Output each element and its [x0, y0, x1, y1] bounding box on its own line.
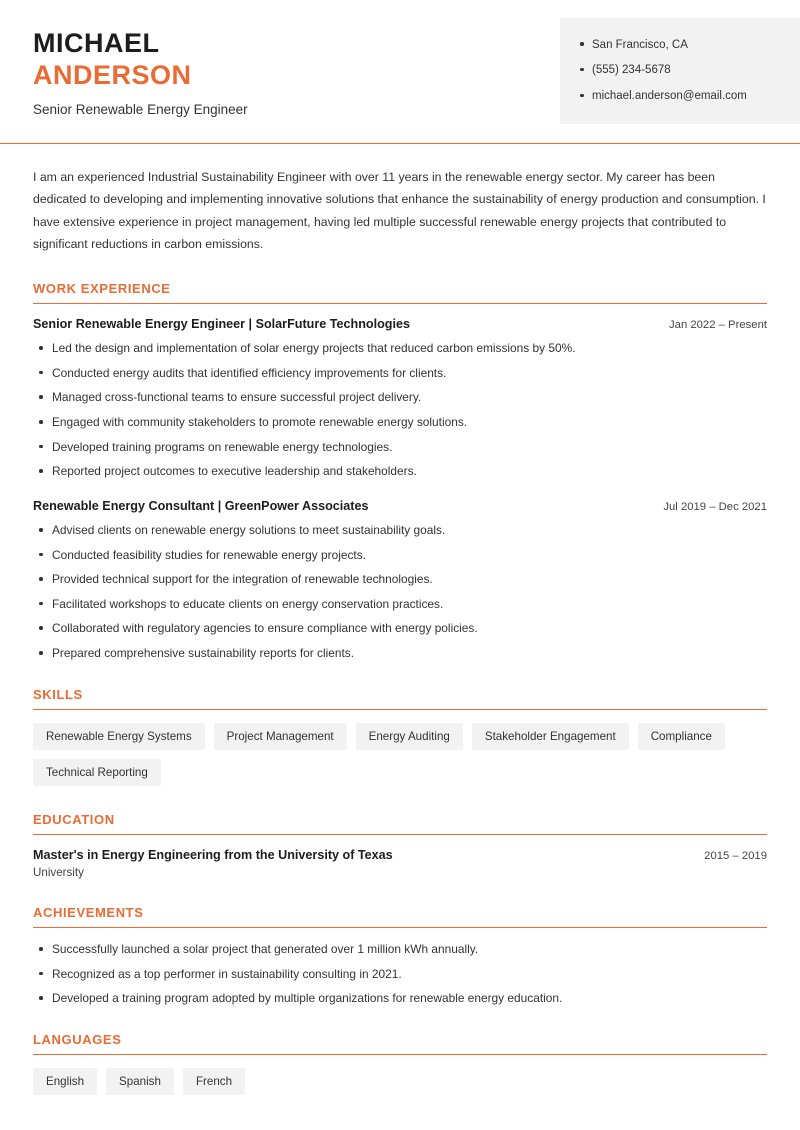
list-item: Engaged with community stakeholders to promote renewable energy solutions. [33, 414, 767, 430]
work-entry-bullets [33, 340, 767, 479]
list-item: Conducted feasibility studies for renewable energy projects. [33, 547, 767, 563]
professional-summary: I am an experienced Industrial Sustainability Engineer with over 11 years in the renewable energy sector. My career has been dedicated to developing and implementing innovative solutions that enhance the sustainability of energy production and consumption. I have extensive experience in project management, having led multiple successful renewable energy projects that contributed to significant reductions in carbon emissions. [33, 169, 766, 251]
section-title-education: EDUCATION [33, 812, 115, 828]
resume-header [0, 0, 800, 124]
candidate-job-title: Senior Renewable Energy Engineer [33, 101, 248, 117]
education-entry-header [33, 848, 767, 862]
section-title-languages: LANGUAGES [33, 1032, 122, 1048]
education-entry-date: 2015 – 2019 [704, 850, 767, 863]
work-entry-title: Senior Renewable Energy Engineer | SolarFuture Technologies [33, 317, 410, 332]
section-skills [33, 687, 767, 786]
section-title-skills: SKILLS [33, 687, 83, 703]
section-divider-education [33, 834, 767, 835]
list-item: Collaborated with regulatory agencies to ensure compliance with energy policies. [33, 620, 767, 636]
language-chip: French [183, 1068, 245, 1095]
language-chip: Spanish [106, 1068, 174, 1095]
list-item: Developed training programs on renewable energy technologies. [33, 439, 767, 455]
section-achievements [33, 905, 767, 1006]
section-divider-skills [33, 709, 767, 710]
contact-info-box [560, 18, 800, 124]
contact-phone-label: (555) 234-5678 [592, 64, 671, 77]
work-entry-date: Jan 2022 – Present [669, 319, 767, 332]
education-entry-institution: University [33, 866, 84, 880]
header-identity [0, 18, 248, 117]
list-item: Recognized as a top performer in sustainability consulting in 2021. [33, 966, 767, 982]
skill-chip: Compliance [638, 723, 725, 750]
language-chip: English [33, 1068, 97, 1095]
work-entry-header [33, 317, 767, 331]
languages-chip-list [33, 1068, 767, 1095]
list-item: Prepared comprehensive sustainability reports for clients. [33, 645, 767, 661]
list-item: Managed cross-functional teams to ensure successful project delivery. [33, 389, 767, 405]
work-entry-title: Renewable Energy Consultant | GreenPower Associates [33, 499, 369, 514]
skill-chip: Renewable Energy Systems [33, 723, 205, 750]
list-item: Provided technical support for the integration of renewable technologies. [33, 571, 767, 587]
section-title-work-experience: WORK EXPERIENCE [33, 281, 171, 297]
section-divider-achievements [33, 927, 767, 928]
candidate-last-name: ANDERSON [33, 59, 192, 90]
achievements-list [33, 941, 767, 1006]
skill-chip: Stakeholder Engagement [472, 723, 629, 750]
section-work-experience [33, 281, 767, 661]
candidate-first-name: MICHAEL [33, 28, 160, 58]
list-item: Reported project outcomes to executive leadership and stakeholders. [33, 463, 767, 479]
work-entry-header [33, 499, 767, 513]
list-item: Successfully launched a solar project that generated over 1 million kWh annually. [33, 941, 767, 957]
contact-phone [578, 58, 778, 84]
education-entry-title: Master's in Energy Engineering from the University of Texas [33, 848, 393, 863]
skills-chip-list [33, 723, 767, 786]
work-entry [33, 499, 767, 661]
skill-chip: Project Management [214, 723, 347, 750]
contact-location-label: San Francisco, CA [592, 38, 688, 51]
contact-list [578, 32, 778, 110]
list-item: Facilitated workshops to educate clients on energy conservation practices. [33, 596, 767, 612]
work-entry-date: Jul 2019 – Dec 2021 [663, 501, 767, 514]
contact-location [578, 32, 778, 58]
section-education [33, 812, 767, 879]
list-item: Conducted energy audits that identified efficiency improvements for clients. [33, 365, 767, 381]
education-entry [33, 848, 767, 879]
section-divider-work-experience [33, 303, 767, 304]
skill-chip: Energy Auditing [356, 723, 463, 750]
resume-content [0, 166, 800, 1095]
work-entry-bullets [33, 522, 767, 661]
list-item: Developed a training program adopted by multiple organizations for renewable energy education. [33, 990, 767, 1006]
section-languages [33, 1032, 767, 1095]
section-divider-languages [33, 1054, 767, 1055]
list-item: Led the design and implementation of solar energy projects that reduced carbon emissions by 50%. [33, 340, 767, 356]
work-entry [33, 317, 767, 479]
list-item: Advised clients on renewable energy solutions to meet sustainability goals. [33, 522, 767, 538]
section-title-achievements: ACHIEVEMENTS [33, 905, 144, 921]
header-divider [0, 143, 800, 144]
contact-email[interactable] [578, 84, 778, 110]
skill-chip: Technical Reporting [33, 759, 161, 786]
contact-email-label: michael.anderson@email.com [592, 90, 747, 103]
